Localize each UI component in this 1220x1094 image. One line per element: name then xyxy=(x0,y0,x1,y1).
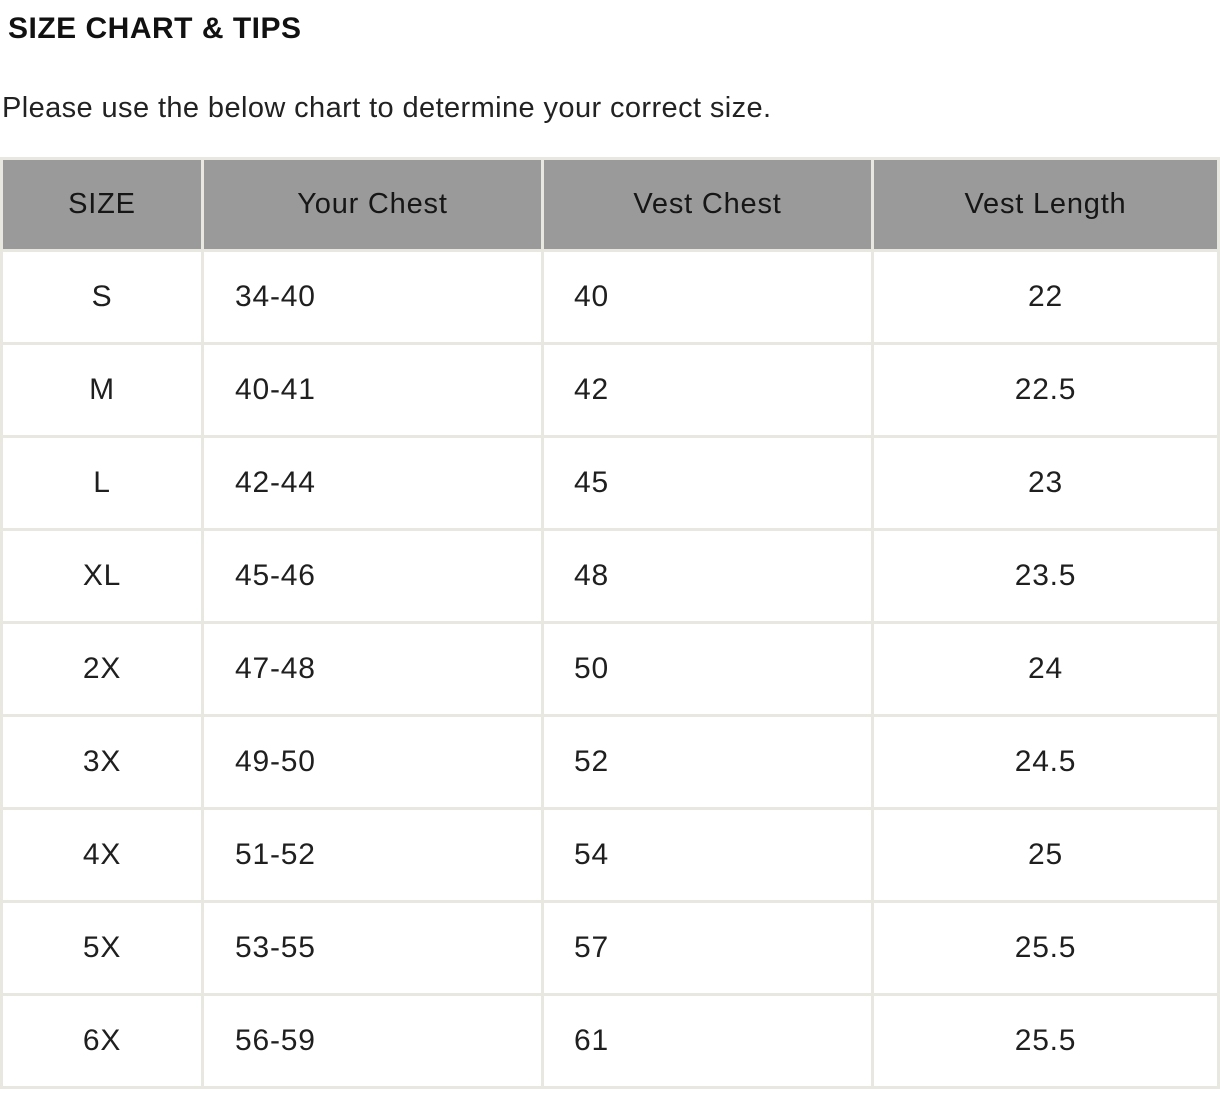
table-cell-vest-chest: 50 xyxy=(544,624,871,714)
table-cell-vest-chest: 52 xyxy=(544,717,871,807)
table-cell-size: S xyxy=(3,252,201,342)
table-row xyxy=(3,624,1217,714)
table-cell-vest-length: 25.5 xyxy=(874,996,1217,1086)
table-cell-your-chest: 53-55 xyxy=(204,903,541,993)
table-cell-size: XL xyxy=(3,531,201,621)
intro-text: Please use the below chart to determine your correct size. xyxy=(2,91,772,124)
table-cell-vest-chest: 54 xyxy=(544,810,871,900)
table-cell-your-chest: 47-48 xyxy=(204,624,541,714)
table-row xyxy=(3,252,1217,342)
table-cell-vest-chest: 57 xyxy=(544,903,871,993)
table-cell-vest-chest: 45 xyxy=(544,438,871,528)
table-cell-vest-length: 25 xyxy=(874,810,1217,900)
table-cell-vest-chest: 42 xyxy=(544,345,871,435)
table-cell-size: 2X xyxy=(3,624,201,714)
table-cell-your-chest: 56-59 xyxy=(204,996,541,1086)
table-cell-vest-chest: 61 xyxy=(544,996,871,1086)
column-header-vest-length: Vest Length xyxy=(874,160,1217,249)
table-cell-size: 4X xyxy=(3,810,201,900)
column-header-size: SIZE xyxy=(3,160,201,249)
table-cell-vest-chest: 40 xyxy=(544,252,871,342)
table-cell-size: 5X xyxy=(3,903,201,993)
size-chart-table xyxy=(0,157,1220,1089)
table-cell-vest-length: 25.5 xyxy=(874,903,1217,993)
table-row xyxy=(3,531,1217,621)
column-header-vest-chest: Vest Chest xyxy=(544,160,871,249)
table-cell-vest-chest: 48 xyxy=(544,531,871,621)
table-cell-size: 6X xyxy=(3,996,201,1086)
table-row xyxy=(3,717,1217,807)
table-cell-your-chest: 49-50 xyxy=(204,717,541,807)
table-row xyxy=(3,810,1217,900)
table-row xyxy=(3,903,1217,993)
table-cell-your-chest: 42-44 xyxy=(204,438,541,528)
table-cell-your-chest: 40-41 xyxy=(204,345,541,435)
table-header xyxy=(3,160,1217,249)
table-cell-vest-length: 22.5 xyxy=(874,345,1217,435)
size-chart-page xyxy=(0,12,1220,1094)
table-cell-vest-length: 22 xyxy=(874,252,1217,342)
table-row xyxy=(3,996,1217,1086)
table-cell-vest-length: 23 xyxy=(874,438,1217,528)
table-body xyxy=(3,252,1217,1086)
table-row xyxy=(3,345,1217,435)
page-title: SIZE CHART & TIPS xyxy=(8,12,302,45)
table-row xyxy=(3,438,1217,528)
table-cell-size: L xyxy=(3,438,201,528)
table-cell-vest-length: 24.5 xyxy=(874,717,1217,807)
table-cell-your-chest: 34-40 xyxy=(204,252,541,342)
table-cell-vest-length: 24 xyxy=(874,624,1217,714)
table-cell-your-chest: 51-52 xyxy=(204,810,541,900)
table-cell-your-chest: 45-46 xyxy=(204,531,541,621)
table-header-row xyxy=(3,160,1217,249)
table-cell-size: 3X xyxy=(3,717,201,807)
column-header-your-chest: Your Chest xyxy=(204,160,541,249)
table-cell-size: M xyxy=(3,345,201,435)
table-cell-vest-length: 23.5 xyxy=(874,531,1217,621)
